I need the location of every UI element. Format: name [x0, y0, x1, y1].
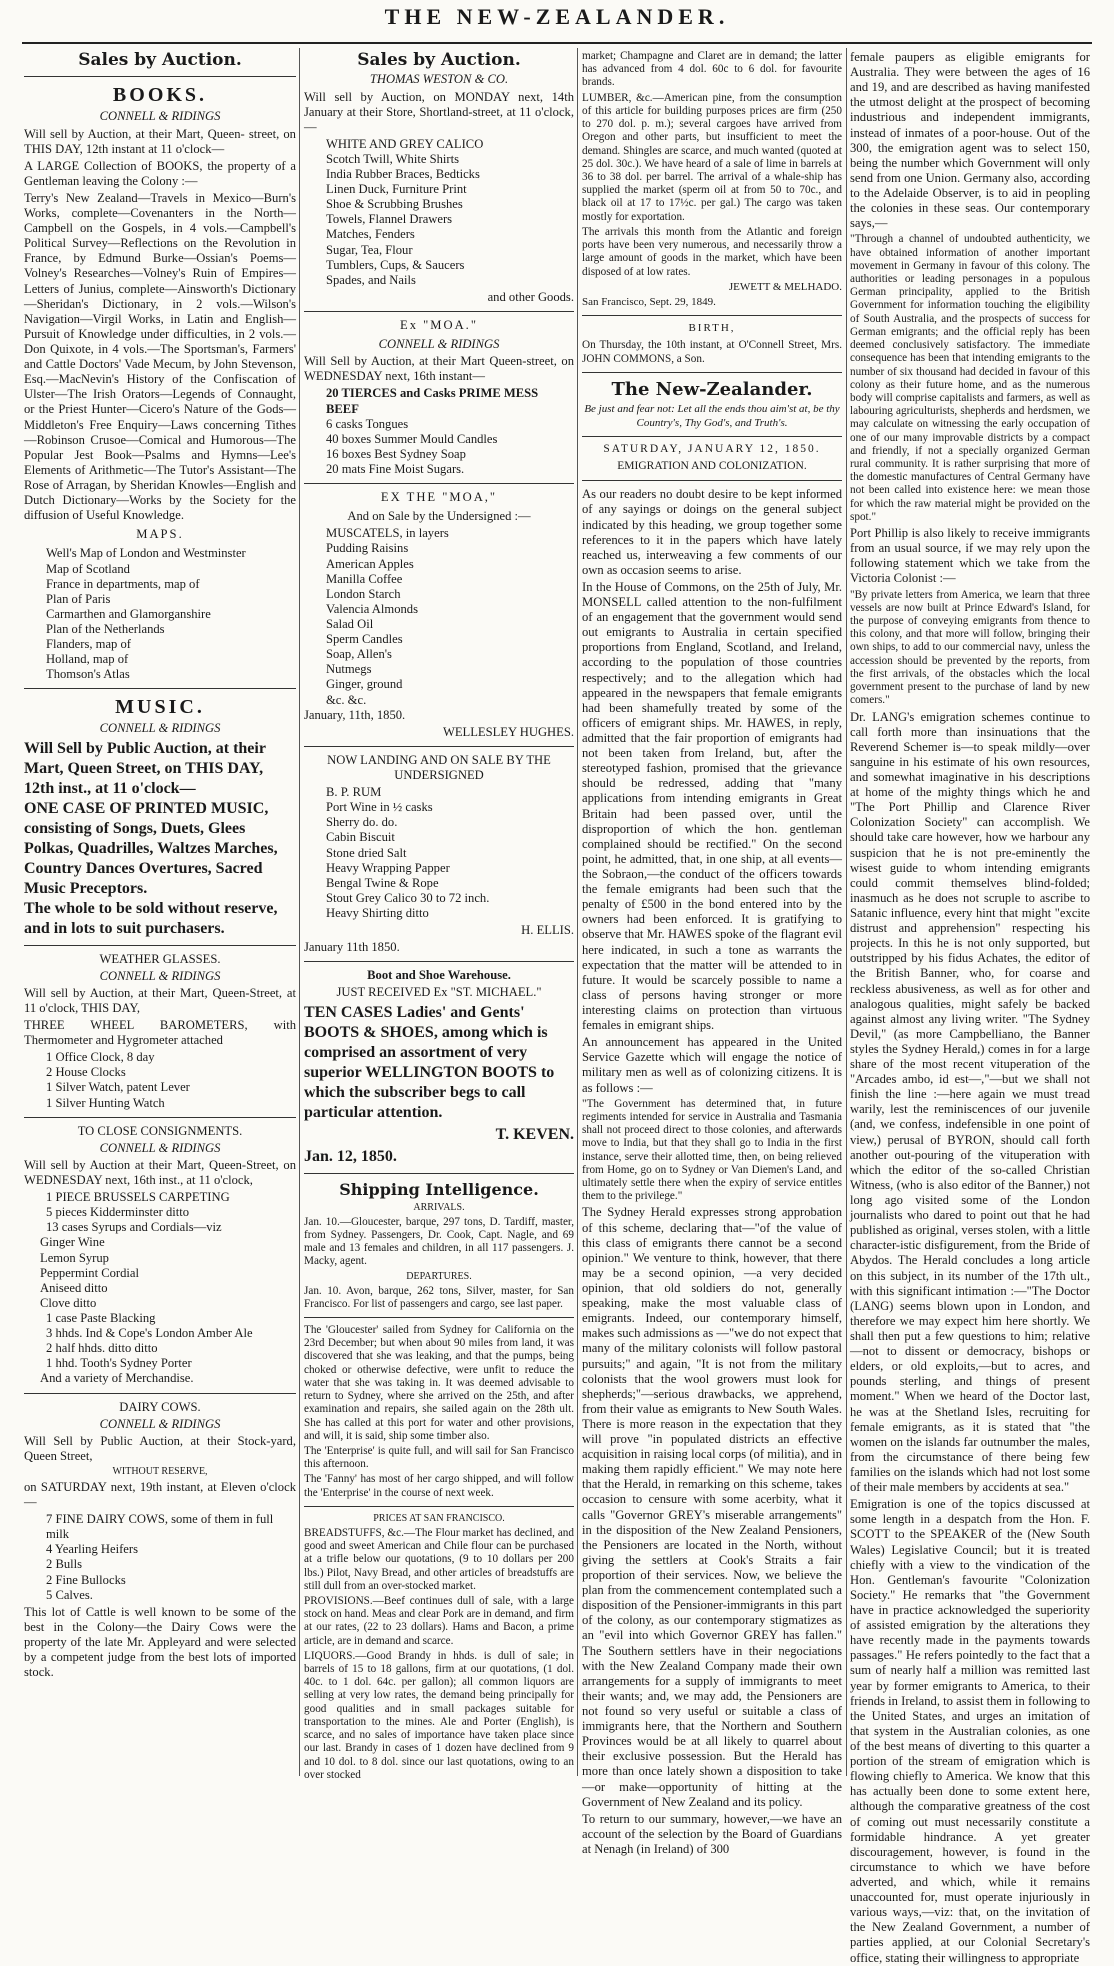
- subheading: DEPARTURES.: [406, 1270, 472, 1282]
- divider: [304, 1506, 574, 1507]
- list-item: Port Wine in ½ casks: [326, 800, 433, 815]
- list-item: 6 casks Tongues: [326, 416, 409, 431]
- ad-text: ONE CASE OF PRINTED MUSIC, consisting of Songs, Duets, Glees Polkas, Quadrilles, Waltzes Marches, Country Dances Overtures, Sacred Music Preceptors.: [24, 799, 278, 897]
- column-divider: [577, 48, 578, 1776]
- ad-signature: H. ELLIS.: [521, 923, 574, 938]
- maps-heading: MAPS.: [136, 527, 184, 542]
- section-heading: Sales by Auction.: [357, 50, 521, 70]
- ad-title: Ex "MOA.": [400, 318, 478, 333]
- ad-date: January, 11th, 1850.: [304, 707, 406, 722]
- list-item: 2 half hhds. ditto ditto: [46, 1341, 158, 1356]
- prices-text: PROVISIONS.—Beef continues dull of sale, with a large stock on hand. Meas and clear Pork are in demand, and firm at our rates, (22 to 23 dollars). Hams and Bacon, a prime article, are in demand and scarce.: [304, 1594, 574, 1647]
- list-item: Clove ditto: [40, 1295, 97, 1310]
- divider: [24, 76, 296, 77]
- list-item: Bengal Twine & Rope: [326, 875, 439, 890]
- ad-text: Will sell by Auction, on MONDAY next, 14th January at their Store, Shortland-street, at 11 o'clock,—: [304, 89, 574, 134]
- auctioneer-name: CONNELL & RIDINGS: [99, 1140, 221, 1155]
- map-item: Plan of the Netherlands: [46, 622, 165, 636]
- list-item: Tumblers, Cups, & Saucers: [326, 257, 465, 272]
- ad-title: NOW LANDING AND ON SALE BY THE UNDERSIGNED: [327, 752, 551, 782]
- list-item: Stout Grey Calico 30 to 72 inch.: [326, 890, 490, 905]
- list-item: Salad Oil: [326, 617, 374, 631]
- list-item: 5 pieces Kidderminster ditto: [46, 1205, 190, 1220]
- list-item: 16 boxes Best Sydney Soap: [326, 446, 466, 461]
- list-item: Peppermint Cordial: [40, 1265, 139, 1280]
- motto: Be just and fear not: Let all the ends thou aim'st at, be thy Country's, Thy God's, and Truth's.: [584, 403, 840, 429]
- ad-text: Will sell by Auction, at their Mart, Queen-Street, at 11 o'clock, THIS DAY,: [24, 985, 296, 1015]
- list-item: Valencia Almonds: [326, 601, 418, 616]
- prices-text: The arrivals this month from the Atlantic and foreign ports have been very numerous, and necessarily throw a large amount of goods in the market, which have been disposed of at low rates.: [582, 225, 842, 278]
- divider: [582, 372, 842, 373]
- ad-text: Will Sell by Public Auction, at their Mart, Queen Street, on THIS DAY, 12th inst., at 11 o'clock—: [24, 739, 266, 797]
- ad-title: DAIRY COWS.: [119, 1399, 201, 1414]
- divider: [24, 688, 296, 689]
- list-item: Sherry do. do.: [326, 815, 398, 830]
- auctioneer-name: CONNELL & RIDINGS: [378, 337, 500, 352]
- list-item: Towels, Flannel Drawers: [326, 212, 453, 227]
- map-item: Thomson's Atlas: [46, 667, 130, 682]
- list-item: 1 Silver Watch, patent Lever: [46, 1080, 190, 1095]
- divider: [304, 311, 574, 312]
- list-item: 20 mats Fine Moist Sugars.: [326, 462, 465, 477]
- notice-heading: BIRTH,: [688, 322, 736, 335]
- list-item: Aniseed ditto: [40, 1280, 108, 1295]
- list-item: and other Goods.: [487, 289, 574, 304]
- column-4: [850, 48, 1090, 1965]
- list-item: WHITE AND GREY CALICO: [326, 136, 484, 151]
- divider: [582, 436, 842, 437]
- divider: [304, 746, 574, 747]
- column-1: [24, 48, 296, 1776]
- map-item: Flanders, map of: [46, 637, 131, 652]
- list-item: 4 Yearling Heifers: [46, 1542, 138, 1557]
- prices-text: market; Champagne and Claret are in demand; the latter has advanced from 4 dol. 60c to 6 dol. for favourite brands.: [582, 50, 842, 89]
- article-paragraph: As our readers no doubt desire to be kept informed of any sayings or doings on the general subject indicated by this heading, we group together some references to it in the papers which have lately reached us, interweaving a few comments of our own as occasion seems to arise.: [582, 487, 842, 577]
- list-item: And a variety of Merchandise.: [40, 1371, 194, 1386]
- ad-title: MUSIC.: [115, 696, 205, 719]
- list-item: 1 Silver Hunting Watch: [46, 1095, 165, 1110]
- ad-text: THREE WHEEL BAROMETERS, with Thermometer and Hygrometer attached: [24, 1017, 296, 1048]
- list-item: Spades, and Nails: [326, 272, 416, 287]
- dateline: San Francisco, Sept. 29, 1849.: [582, 295, 716, 308]
- issue-date: SATURDAY, JANUARY 12, 1850.: [603, 442, 821, 455]
- list-item: 5 Calves.: [46, 1587, 93, 1602]
- list-item: Heavy Wrapping Papper: [326, 860, 450, 875]
- list-item: &c. &c.: [326, 692, 367, 707]
- list-item: Sperm Candles: [326, 632, 403, 647]
- article-quote: "The Government has determined that, in future regiments intended for service in Australia and Tasmania shall not proceed direct to those colonies, and afterwards move to India, but that they shall go to India in the first instance, serve their allotted time, then, on being relieved from Home, go on to Sydney or Van Diemen's Land, and ultimately settle there when the expiry of service entitles them to the privilege.": [582, 1097, 842, 1203]
- article-headline: EMIGRATION AND COLONIZATION.: [617, 460, 807, 473]
- list-item: Heavy Shirting ditto: [326, 905, 429, 920]
- column-2: [304, 48, 574, 1781]
- ad-text: Will Sell by Auction, at their Mart Queen-street, on WEDNESDAY next, 16th instant—: [304, 354, 574, 384]
- ad-text: TEN CASES Ladies' and Gents' BOOTS & SHOES, among which is comprised an assortment of very superior WELLINGTON BOOTS to which the subscriber begs to call particular attention.: [304, 1003, 555, 1121]
- auctioneer-name: CONNELL & RIDINGS: [99, 109, 221, 124]
- list-item: Matches, Fenders: [326, 227, 415, 242]
- list-item: B. P. RUM: [326, 785, 382, 800]
- list-item: 1 hhd. Tooth's Sydney Porter: [46, 1356, 192, 1371]
- map-item: Map of Scotland: [46, 561, 130, 576]
- list-item: 1 Office Clock, 8 day: [46, 1050, 155, 1065]
- list-item: 1 PIECE BRUSSELS CARPETING: [46, 1190, 230, 1205]
- article-paragraph: An announcement has appeared in the United Service Gazette which will engage the notice of military men as well as of colonizing citizens. It is as follows :—: [582, 1035, 842, 1095]
- map-item: France in departments, map of: [46, 576, 200, 591]
- divider: [304, 483, 574, 484]
- ad-signature: WELLESLEY HUGHES.: [442, 724, 574, 739]
- ad-date: January 11th 1850.: [304, 940, 400, 955]
- list-item: Pudding Raisins: [326, 541, 409, 556]
- list-item: 1 case Paste Blacking: [46, 1310, 156, 1325]
- list-item: American Apples: [326, 556, 414, 571]
- auctioneer-name: CONNELL & RIDINGS: [99, 721, 221, 736]
- notice-text: On Thursday, the 10th instant, at O'Connell Street, Mrs. JOHN COMMONS, a Son.: [582, 339, 842, 365]
- ad-text: WITHOUT RESERVE,: [112, 1465, 208, 1477]
- ad-date: Jan. 12, 1850.: [304, 1147, 397, 1165]
- column-3: [582, 48, 842, 1856]
- shipping-text: The 'Enterprise' is quite full, and will sail for San Francisco this afternoon.: [304, 1444, 574, 1471]
- list-item: 2 House Clocks: [46, 1065, 126, 1080]
- list-item: 2 Bulls: [46, 1557, 83, 1572]
- list-item: 20 TIERCES and Casks PRIME MESS BEEF: [326, 386, 539, 416]
- divider: [304, 1317, 574, 1318]
- auctioneer-name: CONNELL & RIDINGS: [99, 968, 221, 983]
- signature: JEWETT & MELHADO.: [728, 280, 842, 293]
- map-item: Holland, map of: [46, 652, 129, 667]
- list-item: Lemon Syrup: [40, 1250, 109, 1265]
- ad-text: This lot of Cattle is well known to be some of the best in the Colony—the Dairy Cows were the property of the late Mr. Appleyard and were selected by a competent judge from the best lots of imported stock.: [24, 1604, 296, 1680]
- divider: [582, 480, 842, 481]
- map-item: Carmarthen and Glamorganshire: [46, 606, 211, 621]
- list-item: London Starch: [326, 586, 401, 601]
- map-item: Plan of Paris: [46, 591, 111, 606]
- divider: [304, 961, 574, 962]
- ad-title: WEATHER GLASSES.: [99, 951, 221, 966]
- shipping-text: The 'Gloucester' sailed from Sydney for California on the 23rd December; but when about 90 miles from land, it was discovered that she was leaking, and that the pumps, being choked or otherwise defective, were unfit to reduce the water that she was taking in. It was deemed advisable to return to Sydney, where she arrived on the 25th, and after examination and repairs, she sailed again on the 28th ult. She has called at this port for water and other provisions, and will, it is said, ship some timber also.: [304, 1324, 574, 1442]
- list-item: 2 Fine Bullocks: [46, 1572, 126, 1587]
- masthead: [0, 0, 1114, 44]
- article-paragraph: The Sydney Herald expresses strong approbation of this scheme, declaring that—"of the value of this class of emigrants there cannot be a second opinion." We venture to think, however, that there may be a second opinion, —a very decided opinion, that old soldiers do not, generally speaking, make the most valuable class of emigrants. Indeed, our contemporary himself, makes such admissions as —"we do not expect that many of the military colonists will follow pastoral pursuits;" and again, "It is not from the military colonists that the wool growers must look for shepherds;"—serious drawbacks, we apprehend, from their value as emigrants to New South Wales. There is more reason in the expectation that they will prove "in populated districts an effective acquisition in raising local corps (of militia), and in making them rapidly efficient." We may note here that the Herald, in remarking on this scheme, takes occasion to censure with some acerbity, what it calls "Governor GREY's miserable arrangements" in the disposition of the New Zealand Pensioners, the Pensioners are located in the North, without giving the settlers at Cook's Straits a fair proportion of their services. Now, we believe the plan from the commencement contemplated such a disposition of the Pensioner-immigrants in this part of the colony, as our contemporary stigmatizes as an "evil into which Governor GREY has fallen." The Southern settlers have in their negociations with the New Zealand Company made their own arrangements for a supply of immigrants to meet their wants; and, we may add, the Pensioners are not found so very useful or suitable a class of immigrants here, that the Northern and Southern Provinces would be at all likely to quarrel about their exclusive possession. But the Herald has more than once lately shown a disposition to take—or make—opportunity of hitting at the Government of New Zealand and its policy.: [582, 1205, 842, 1809]
- list-item: 7 FINE DAIRY COWS, some of them in full milk: [46, 1512, 274, 1542]
- list-item: Stone dried Salt: [326, 845, 407, 860]
- prices-text: BREADSTUFFS, &c.—The Flour market has declined, and good and sweet American and Chile flour can be purchased at a trifle below our quotations, (9 to 10 dollars per 200 lbs.) Pilot, Navy Bread, and other articles of breadstuffs are still dull from an over-stocked market.: [304, 1526, 574, 1592]
- article-paragraph: In the House of Commons, on the 25th of July, Mr. MONSELL called attention to the non-fulfilment of an engagement that the government would send out emigrants to Australia in certain specified proportions from England, Scotland, and Ireland, according to the population of those countries respectively; and to the allegation which had appeared in the newspapers that female emigrants had been shamefully treated by some of the officers of emigrant ships. Mr. HAWES, in reply, admitted that the fair proportion of emigrants had not been taken from Ireland, but, after the stereotyped fashion, promised that the grievance should be redressed, adding that "many applications from intending emigrants in Great Britain had been passed over, until the disproportion of which the hon. gentleman complained should be rectified." On the second point, he admitted, that, in one ship, at all events—the Sobraon,—the conduct of the officers towards the female emigrants had been such that the penalty of £500 in the bond entered into by the owners had been enforced. It is gratifying to observe that Mr. HAWES spoke of the flagrant evil here indicated, in such a tone as warrants the expectation that the matter will be attended to in future. It would be scarcely possible to name a class of persons having stronger or more interesting claims on protection than virtuous females in emigrant ships.: [582, 579, 842, 1033]
- list-item: Scotch Twill, White Shirts: [326, 151, 459, 166]
- ad-title: Boot and Shoe Warehouse.: [367, 968, 511, 983]
- list-item: Linen Duck, Furniture Print: [326, 182, 467, 197]
- list-item: 3 hhds. Ind & Cope's London Amber Ale: [46, 1326, 253, 1341]
- divider: [304, 1173, 574, 1174]
- ad-text: Will sell by Auction at their Mart, Queen-Street, on WEDNESDAY next, 16th inst., at 11 o'clock,: [24, 1157, 296, 1187]
- column-divider: [299, 48, 300, 1776]
- list-item: Ginger, ground: [326, 677, 403, 692]
- auctioneer-name: THOMAS WESTON & CO.: [369, 72, 509, 87]
- article-paragraph: female paupers as eligible emigrants for Australia. They were between the ages of 16 and 19, and are described as having manifested the utmost delight at the prospect of becoming industrious and independent immigrants, instead of inmates of a poor-house. Out of the 300, the emigration agent was to select 150, being the number which Government will only send from one Union. Germany also, according to the Adelaide Observer, is to aid in peopling the colonies in these seas. Our contemporary says,—: [850, 50, 1090, 231]
- divider: [24, 945, 296, 946]
- ad-text: And on Sale by the Undersigned :—: [347, 509, 531, 524]
- article-paragraph: To return to our summary, however,—we have an account of the selection by the Board of Guardians at Nenagh (in Ireland) of 300: [582, 1811, 842, 1856]
- ad-signature: T. KEVEN.: [495, 1125, 574, 1143]
- list-item: 13 cases Syrups and Cordials—viz: [46, 1220, 222, 1235]
- article-paragraph: Port Phillip is also likely to receive immigrants from an usual source, if we may rely upon the following statement which we take from the Victoria Colonist :—: [850, 526, 1090, 586]
- ad-title: EX THE "MOA,": [380, 490, 498, 505]
- list-item: 40 boxes Summer Mould Candles: [326, 431, 498, 446]
- paper-title: The New-Zealander.: [611, 378, 813, 400]
- divider: [24, 1117, 296, 1118]
- ad-text: JUST RECEIVED Ex "ST. MICHAEL.": [336, 985, 542, 1000]
- list-item: Sugar, Tea, Flour: [326, 242, 413, 257]
- column-divider: [846, 48, 847, 1776]
- masthead-rule: [22, 42, 1092, 44]
- article-quote: "Through a channel of undoubted authenticity, we have obtained information of another important movement in Germany in favour of this colony. The authorities or leading personages in a populous German principality, applied to the British Government for information touching the eligibility of South Australia, and the prospects of success for German emigrants; and the official reply has been deemed conclusively satisfactory. The immediate consequence has been that intending emigrants to the number of six thousand had decided in favour of this colony as their future home, and as the numerous body will comprise capitalists and farmers, as well as labouring agriculturists, shepherds and herdsmen, we may calculate on witnessing the early occupation of one of our many improvable districts by a compact and friendly, if not a specially organized German rural community. It is rather surprising that more of the domestic manufactures of Central Germany have not been called into existence here: we mean those for which the raw material might be provided on the spot.": [850, 233, 1090, 523]
- masthead-title: THE NEW-ZEALANDER.: [384, 4, 730, 29]
- book-catalogue: Terry's New Zealand—Travels in Mexico—Burn's Works, complete—Covenanters in the North—Campbell on the Gospels, in 4 vols.—Campbell's Political Survey—Reflections on the Revolution in France, by Edmund Burke—Ossian's Poems—Volney's Researches—Volney's Ruin of Empires—Letters of Junius, complete—Ainsworth's Dictionary—Sheridan's Dictionary, in 2 vols.—Wilson's Navigation—Virgil Works, in Latin and English—Pursuit of Knowledge under difficulties, in 2 vols.—Don Quixote, in 4 vols.—The Sportsman's, Farmers' and Cattle Doctors' Vade Mecum, by John Stevenson, Esq.—MacNevin's History of the Confiscation of Ulster—The Irish Orators—Legends of Connaught, or the Priest Hunter—Cicero's Nature of the Gods—Middleton's Free Enquiry—Laws concerning Tithes—Robinson Crusoe—Comical and Humorous—The Popular Jest Book—Psalms and Hymns—Lee's Elements of Arithmetic—The Tutor's Assistant—The Rose of Arragan, by Sheridan Knowles—English and Dutch Dictionary—Works by the Society for the diffusion of Useful Knowledge.: [24, 190, 296, 523]
- ad-title: TO CLOSE CONSIGNMENTS.: [77, 1123, 243, 1138]
- section-heading: Sales by Auction.: [78, 50, 242, 70]
- ad-text: Will sell by Auction, at their Mart, Queen- street, on THIS DAY, 12th instant at 11 o'clock—: [24, 126, 296, 156]
- shipping-text: The 'Fanny' has most of her cargo shipped, and will follow the 'Enterprise' in the course of next week.: [304, 1473, 574, 1499]
- list-item: Soap, Allen's: [326, 647, 392, 662]
- subheading: PRICES AT SAN FRANCISCO.: [373, 1512, 505, 1524]
- list-item: Manilla Coffee: [326, 571, 403, 586]
- map-item: Well's Map of London and Westminster: [46, 546, 246, 561]
- ad-title: BOOKS.: [112, 84, 208, 107]
- article-quote: "By private letters from America, we learn that three vessels are now built at Prince Edward's Island, for the purpose of conveying emigrants from thence to this colony, and that more will follow, bringing their own ships, to add to our commercial navy, unless the accession should be prevented by the reports, from the first arrivals, of the obstacles which the local government present to the purchase of land by new comers.": [850, 588, 1090, 707]
- list-item: MUSCATELS, in layers: [326, 526, 449, 541]
- list-item: Nutmegs: [326, 662, 372, 677]
- divider: [582, 315, 842, 316]
- ad-text: on SATURDAY next, 19th instant, at Eleven o'clock—: [24, 1479, 296, 1510]
- auctioneer-name: CONNELL & RIDINGS: [99, 1416, 221, 1431]
- list-item: Shoe & Scrubbing Brushes: [326, 197, 463, 212]
- shipping-text: Jan. 10. Avon, barque, 262 tons, Silver, master, for San Francisco. For list of passengers and cargo, see last paper.: [304, 1284, 574, 1310]
- article-paragraph: Dr. LANG's emigration schemes continue to call forth more than insinuations that the Reverend Schemer is—to speak mildly—over sanguine in his estimate of his own resources, and somewhat imaginative in his descriptions at home of the mighty things which he and "The Port Phillip and Clarence River Colonization Society" can accomplish. We should take care however, how we harbour any suspicion that he is not pre-eminently the wisest guide to whom intending emigrants could commit themselves blind-folded; inasmuch as he does not scruple to ascribe to Satanic influence, every hint that might "excite distrust and apprehension" respecting his projects. In this he is not only supported, but outstripped by his fidus Achates, the editor of the British Banner, who, for coarse and reckless abusiveness, as well as for other and analogous qualities, might safely be backed against almost any living writer. "The Sydney Devil," (as more Campbelliano, the Banner styles the Sydney Herald,) comes in for a large share of the most recent vituperation of the "Arcades ambo, id est—,"—but we shall not finish the line :—here again we must tread warily, lest the reminiscences of our juvenile (and, we confess, indefensible in one point of view,) perusal of BYRON, should call forth another out-pouring of the vituperation with which the editor of the so-called Christian Witness, (who is also editor of the Banner,) not long ago visited some of the London journalists who dared to point out that he had published as original, verses stolen, with a little character-istic disfigurement, from the Bride of Abydos. The Herald concludes a long article on this subject, in its number of the 17th ult., with this significant intimation :—"The Doctor (LANG) seems blown upon in London, and therefore we may expect him here shortly. We shall then put a few questions to him; relative—not to dissent or democracy, bishops or elders, or old exploits,—but to acres, and pounds sterling, and things of present moment." When we heard of the Doctor last, he was at the Shetland Isles, recruiting for female emigrants, as it is stated that "the women on the islands far outnumber the males, from the circumstance of there being few families on the islands which had not lost some of their male members by accidents at sea.": [850, 709, 1090, 1495]
- divider: [24, 1393, 296, 1394]
- subheading: ARRIVALS.: [413, 1201, 465, 1213]
- prices-text: LIQUORS.—Good Brandy in hhds. is dull of sale; in barrels of 15 to 18 gallons, firm at our quotations, (1 dol. 40c. to 1 dol. 64c. per gallon); all common liquors are selling at very low rates, the demand being principally for good qualities and in small packages suitable for transportation to the mines. Ale and Porter (English), is scarce, and no sales of importance have taken place since our last. Brandy in cases of 1 dozen have declined from 9 and 10 dol. to 8 dol. since our last quotations, owing to an over stocked: [304, 1649, 574, 1781]
- ad-text: Will Sell by Public Auction, at their Stock-yard, Queen Street,: [24, 1433, 296, 1463]
- list-item: Cabin Biscuit: [326, 830, 395, 845]
- prices-text: LUMBER, &c.—American pine, from the consumption of this article for building purposes prices are firm (250 to 270 dol. p. m.); several cargoes have arrived from Oregon and other parts, but insufficient to meet the demand. Shingles are scarce, and much wanted (quoted at 25 dol. 30c.). We have heard of a sale of lime in barrels at 36 to 38 dol. per barrel. The arrival of a whale-ship has supplied the market (sperm oil at from 50 to 70c., and black oil at 17 to 17½c. per gal.) The cargo was taken mostly for exportation.: [582, 91, 842, 223]
- shipping-text: Jan. 10.—Gloucester, barque, 297 tons, D. Tardiff, master, from Sydney. Passengers, Dr. Cook, Capt. Nagle, and 69 male and 13 females and children, in all 117 passengers. J. Macky, agent.: [304, 1215, 574, 1268]
- list-item: Ginger Wine: [40, 1235, 105, 1250]
- list-item: India Rubber Braces, Bedticks: [326, 167, 480, 182]
- article-paragraph: Emigration is one of the topics discussed at some length in a despatch from the Hon. F. SCOTT to the SPEAKER of the (New South Wales) Legislative Council; but it is treated chiefly with a view to the vindication of the Hon. Gentleman's favourite "Colonization Society." He remarks that "the Government have in practice acknowledged the superiority of assisted emigration by the alterations they have recently made in the payments towards passages." He refers pointedly to the fact that a sum of nearly half a million was remitted last year by former emigrants to America, to their friends in Ireland, to assist them in following to the United States, and urges an imitation of that system in the Australian colonies, as one of the best means of diverting to this quarter a portion of the stream of emigration which is flowing chiefly to America. We know that this has actually been done to some extent here, although the comparative greatness of the cost of coming out must necessarily constitute a formidable hindrance. A yet greater discouragement, however, is found in the circumstance to which we have before adverted, and which, while it remains unaccounted for, must operate injuriously in various ways,—viz: that, on the invitation of the New Zealand Government, a number of parties applied, at our Colonial Secretary's office, stating their willingness to appropriate: [850, 1497, 1090, 1965]
- section-heading: Shipping Intelligence.: [339, 1179, 539, 1199]
- ad-text: The whole to be sold without reserve, and in lots to suit purchasers.: [24, 899, 278, 937]
- ad-text: A LARGE Collection of BOOKS, the property of a Gentleman leaving the Colony :—: [24, 158, 296, 188]
